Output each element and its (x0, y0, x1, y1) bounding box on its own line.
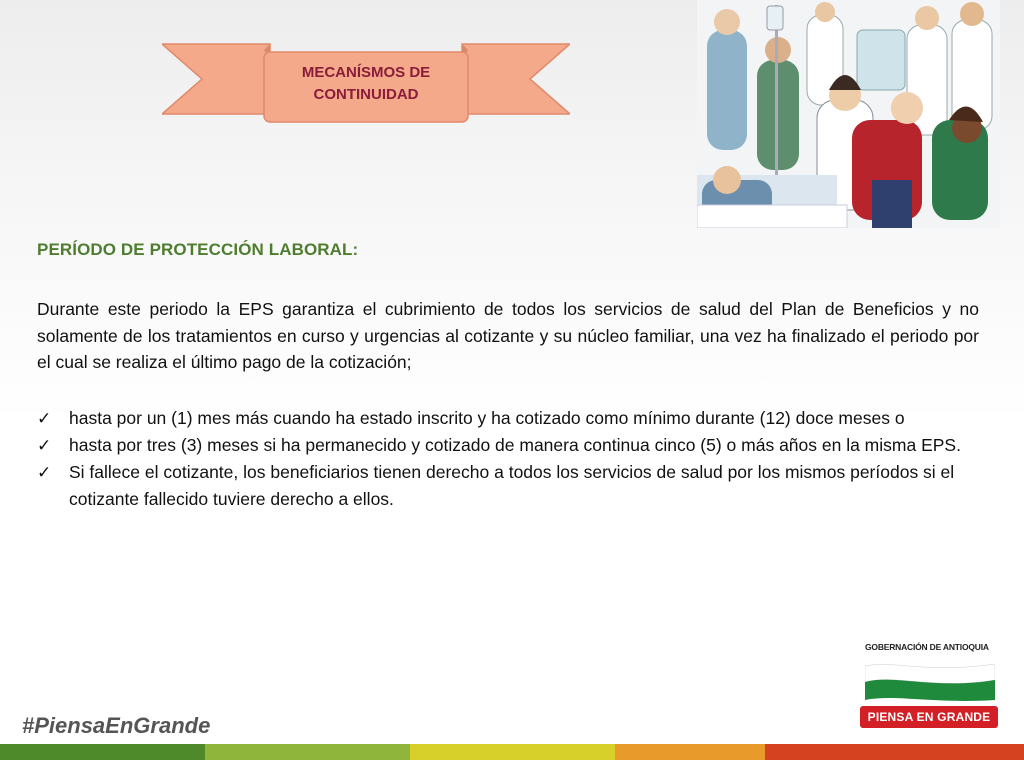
bullet-list (37, 405, 982, 513)
banner-title (266, 62, 466, 106)
check-icon: ✓ (37, 409, 52, 428)
logo-title: GOBERNACIÓN DE ANTIOQUIA (865, 642, 989, 652)
gobernacion-logo (857, 632, 1000, 732)
body-paragraph: Durante este periodo la EPS garantiza el cubrimiento de todos los servicios de salud del Plan de Beneficios y no solamente de los tratamientos en curso y urgencias al cotizante y su núcleo familiar, una vez ha finalizado el periodo por el cual se realiza el último pago de la cotización; (37, 299, 979, 372)
logo-slogan: PIENSA EN GRANDE (860, 706, 998, 728)
list-item (37, 432, 982, 459)
hashtag-text: #PiensaEnGrande (22, 713, 211, 738)
footer-color-bar (0, 744, 1024, 760)
list-item-text: hasta por tres (3) meses si ha permanecido y cotizado de manera continua cinco (5) o más años en la misma EPS. (69, 435, 961, 455)
flag-icon (865, 660, 995, 702)
list-item-text: Si fallece el cotizante, los beneficiarios tienen derecho a todos los servicios de salud por los mismos períodos si el cotizante fallecido tuviere derecho a ellos. (69, 462, 955, 509)
footer-bar-segment (765, 744, 1024, 760)
footer-bar-segment (205, 744, 410, 760)
check-icon: ✓ (37, 436, 52, 455)
section-title: PERÍODO DE PROTECCIÓN LABORAL: (37, 240, 359, 259)
list-item-text: hasta por un (1) mes más cuando ha estado inscrito y ha cotizado como mínimo durante (12) doce meses o (69, 408, 905, 428)
footer-bar-segment (615, 744, 765, 760)
list-item (37, 405, 982, 432)
footer-bar-segment (0, 744, 205, 760)
list-item (37, 459, 982, 513)
medical-staff-illustration (697, 0, 1000, 228)
banner-line-2: CONTINUIDAD (313, 86, 419, 103)
banner-line-1: MECANÍSMOS DE (301, 64, 431, 81)
check-icon: ✓ (37, 463, 52, 482)
footer-bar-segment (410, 744, 615, 760)
